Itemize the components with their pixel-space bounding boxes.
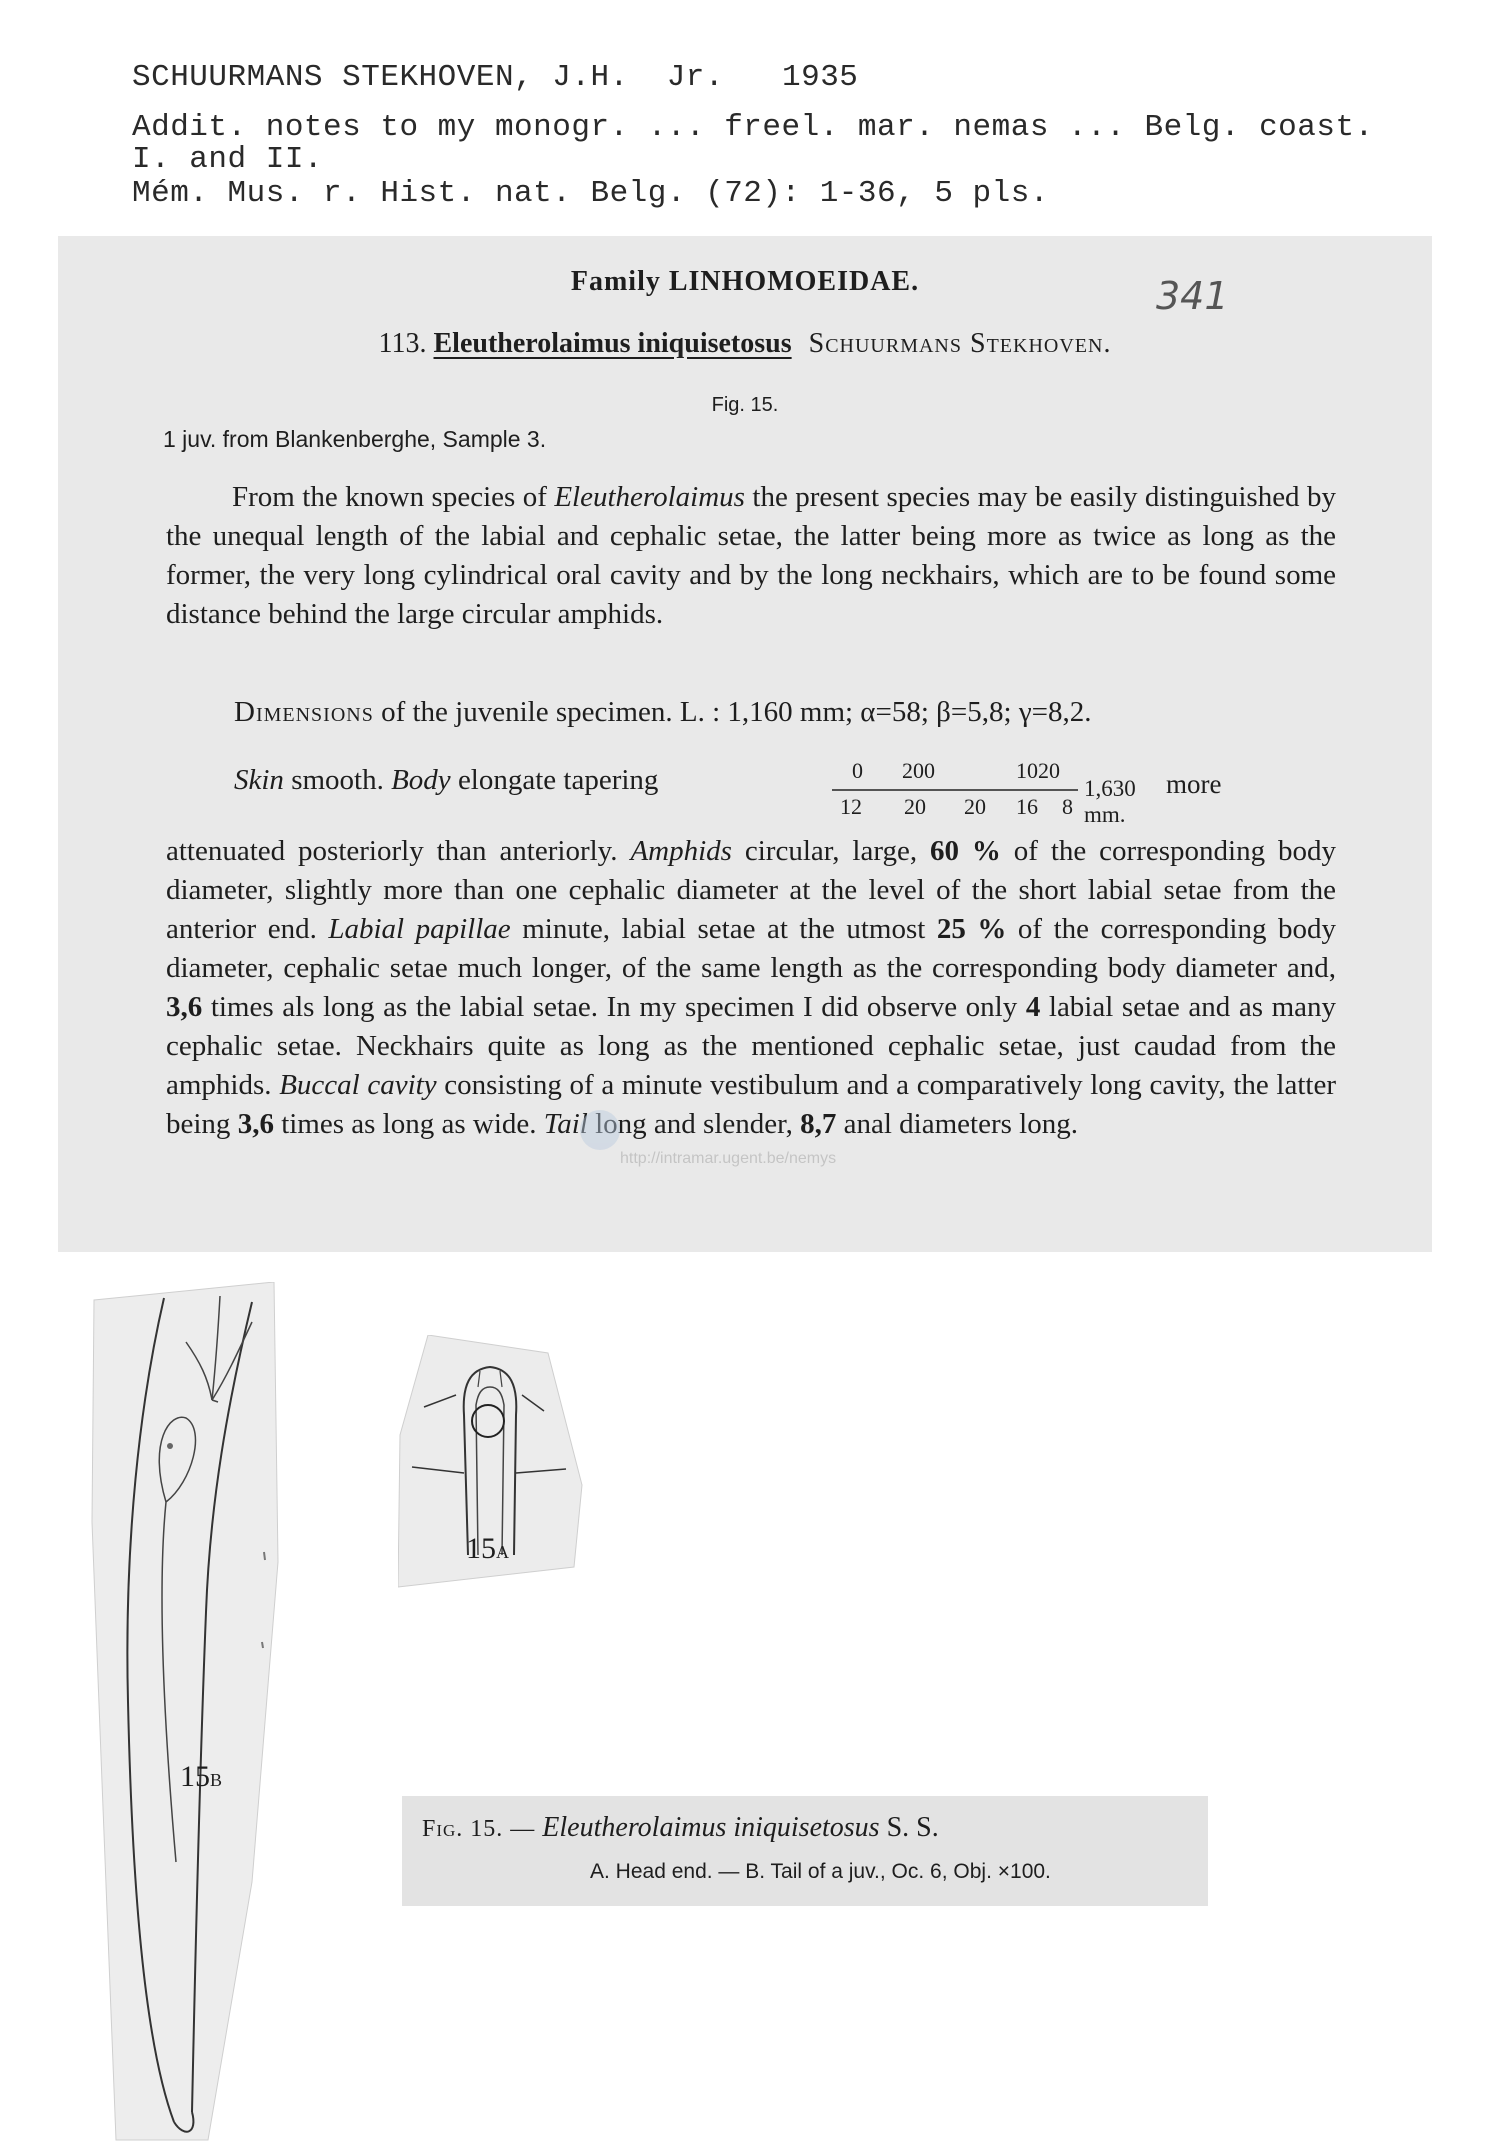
species-name: Eleutherolaimus iniquisetosus xyxy=(433,328,792,359)
watermark-url: http://intramar.ugent.be/nemys xyxy=(620,1150,837,1167)
formula-end: 1,630 mm. xyxy=(1084,776,1136,827)
formula-bottom-2: 20 xyxy=(964,794,986,819)
figure-caption xyxy=(402,1796,1208,1906)
citation-title: Addit. notes to my monogr. ... freel. mar. nemas ... Belg. coast. xyxy=(132,110,1374,145)
citation-suffix: Jr. xyxy=(666,60,724,95)
citation-title-cont: I. and II. xyxy=(132,142,324,177)
figure-15a-label: 15A xyxy=(466,1532,509,1565)
caption-title: Fig. 15. — Eleutherolaimus iniquisetosus S. S. xyxy=(422,1812,939,1843)
formula-bottom-3: 16 xyxy=(1016,794,1038,819)
handwritten-number: 341 xyxy=(1156,274,1229,318)
species-author: Schuurmans Stekhoven. xyxy=(808,328,1112,359)
formula-bottom-0: 12 xyxy=(840,794,862,819)
caption-detail: A. Head end. — B. Tail of a juv., Oc. 6, Obj. ×100. xyxy=(590,1860,1051,1883)
citation-year: 1935 xyxy=(782,60,859,95)
formula-top-0: 0 xyxy=(852,758,863,783)
formula-bottom-4: 8 xyxy=(1062,794,1073,819)
dimensions-line: Dimensions of the juvenile specimen. L. : 1,160 mm; α=58; β=5,8; γ=8,2. xyxy=(234,696,1092,728)
citation-author: SCHUURMANS STEKHOVEN, J.H. xyxy=(132,60,629,95)
species-heading xyxy=(58,328,1432,360)
skin-line: Skin smooth. Body elongate tapering xyxy=(234,764,659,796)
material-note: 1 juv. from Blankenberghe, Sample 3. xyxy=(163,426,547,452)
figure-15b-tail-drawing xyxy=(88,1282,298,2142)
skin-line-end: more xyxy=(1166,769,1222,799)
family-heading: Family LINHOMOEIDAE. xyxy=(570,266,920,297)
formula-top-2: 1020 xyxy=(1016,758,1060,783)
figure-reference: Fig. 15. xyxy=(711,394,779,416)
formula-bottom-1: 20 xyxy=(904,794,926,819)
figure-15b-label: 15B xyxy=(180,1760,223,1793)
species-number: 113. xyxy=(378,328,427,359)
body-formula xyxy=(830,750,1142,827)
description-paragraph: attenuated posteriorly than anteriorly. Amphids circular, large, 60 % of the corresponding body diameter, slightly more than one cephalic diameter at the level of the short labial setae from the anterior end. Labial papillae minute, labial setae at the utmost 25 % of the corresponding body diameter, cephalic setae much longer, of the same length as the corresponding body diameter and, 3,6 times als long as the labial setae. In my specimen I did observe only 4 labial setae and as many cephalic setae. Neckhairs quite as long as the mentioned cephalic setae, just caudad from the amphids. Buccal cavity consisting of a minute vestibulum and a comparatively long cavity, the latter being 3,6 times as long as wide. Tail long and slender, 8,7 anal diameters long. xyxy=(166,835,1337,1140)
diagnosis-paragraph: From the known species of Eleutherolaimus the present species may be easily distinguished by the unequal length of the labial and cephalic setae, the latter being more as twice as long as the former, the very long cylindrical oral cavity and by the long neckhairs, which are to be found some distance behind the large circular amphids. xyxy=(166,481,1337,630)
formula-top-1: 200 xyxy=(902,758,935,783)
citation-author-line xyxy=(132,60,858,95)
citation-source: Mém. Mus. r. Hist. nat. Belg. (72): 1-36, 5 pls. xyxy=(132,176,1049,211)
text-clipping xyxy=(58,236,1432,1252)
